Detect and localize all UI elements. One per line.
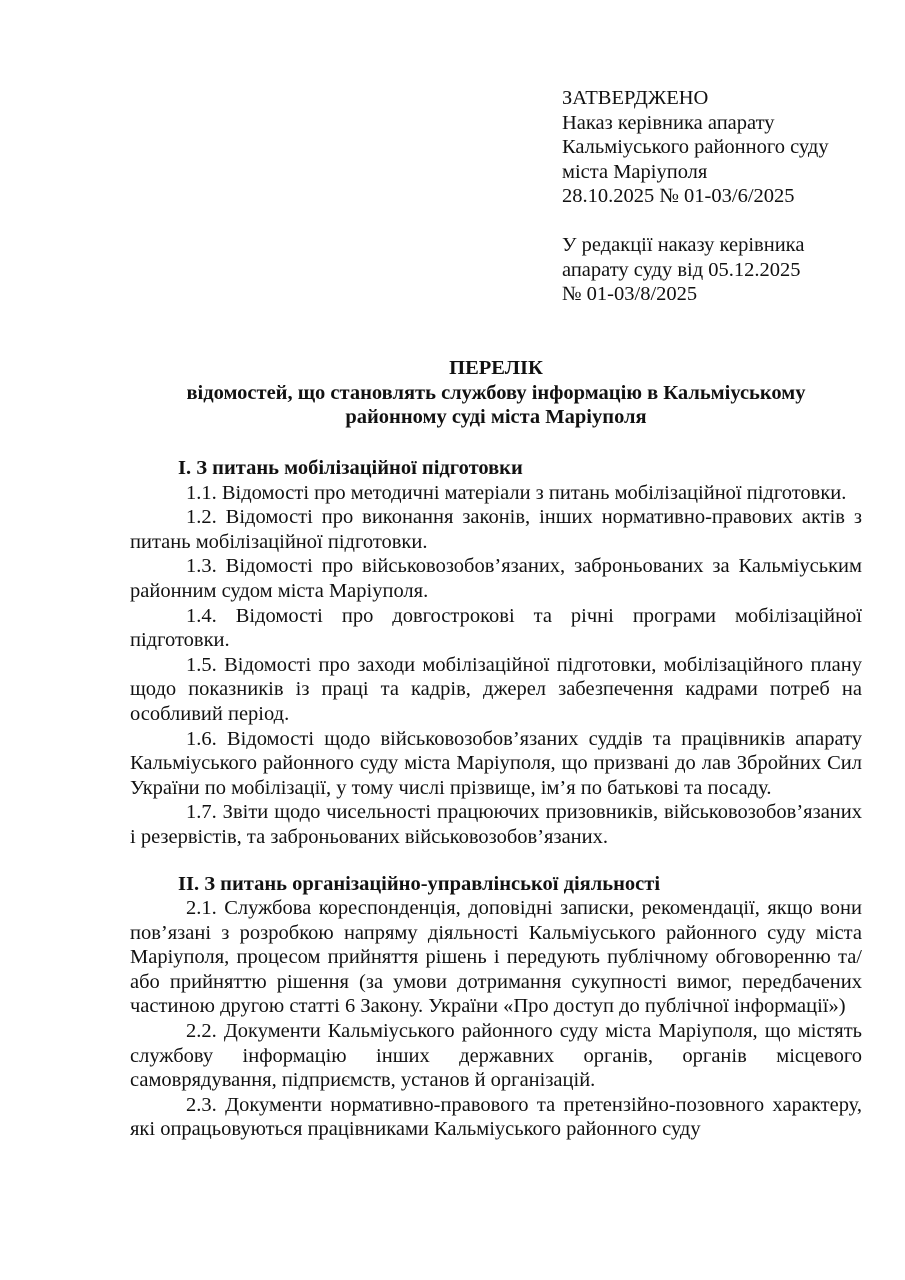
spacer xyxy=(562,209,882,234)
document-title xyxy=(130,356,862,430)
approval-line: Кальміуського районного суду xyxy=(562,136,829,158)
approval-line: Наказ керівника апарату xyxy=(562,111,775,134)
list-item: 2.3. Документи нормативно-правового та претензійно-позовного характеру, які опрацьовуються працівниками Кальміуського районного суду xyxy=(130,1093,862,1141)
list-item: 2.1. Службова кореспонденція, доповідні записки, рекомендації, якщо вони пов’язані з розробкою напряму діяльності Кальміуського районного суду міста Маріуполя, процесом прийняття рішень і передують публічному обговоренню та/або прийняттю рішення (за умови дотримання сукупності вимог, передбачених частиною другою статті 6 Закону. України «Про доступ до публічної інформації») xyxy=(130,897,862,1018)
revision-order-number: № 01-03/8/2025 xyxy=(562,283,698,305)
list-item: 1.4. Відомості про довгострокові та річні програми мобілізаційної підготовки. xyxy=(130,604,862,652)
list-item: 1.5. Відомості про заходи мобілізаційної підготовки, мобілізаційного плану щодо показників із праці та кадрів, джерел забезпечення кадрами потреб на особливий період. xyxy=(130,653,862,725)
title-subtitle: районному суді міста Маріуполя xyxy=(345,406,647,428)
section-heading: ІІ. З питань організаційно-управлінської діяльності xyxy=(178,872,661,895)
list-item: 1.6. Відомості щодо військовозобов’язаних суддів та працівників апарату Кальміуського районного суду міста Маріуполя, що призвані до лав Збройних Сил України по мобілізації, у тому числі прізвище, ім’я по батькові та посаду. xyxy=(130,727,862,799)
list-item: 1.2. Відомості про виконання законів, інших нормативно-правових актів з питань мобілізаційної підготовки. xyxy=(130,506,862,553)
revision-line: апарату суду від 05.12.2025 xyxy=(562,258,801,281)
document-body xyxy=(130,456,862,1164)
list-item: 1.7. Звіти щодо чисельності працюючих призовників, військовозобов’язаних і резервістів, та заброньованих військовозобов’язаних. xyxy=(130,801,862,848)
approval-order-number: 28.10.2025 № 01-03/6/2025 xyxy=(562,185,795,207)
approval-line: міста Маріуполя xyxy=(562,160,708,183)
list-item: 1.1. Відомості про методичні матеріали з питань мобілізаційної підготовки. xyxy=(186,481,847,504)
list-item: 2.2. Документи Кальміуського районного суду міста Маріуполя, що містять службову інформацію інших державних органів, органів місцевого самоврядування, підприємств, установ й організацій. xyxy=(130,1020,862,1092)
approval-line: ЗАТВЕРДЖЕНО xyxy=(562,87,709,109)
title-subtitle: відомостей, що становлять службову інформацію в Кальміуському xyxy=(186,381,806,404)
list-item: 1.3. Відомості про військовозобов’язаних, заброньованих за Кальміуським районним судом міста Маріуполя. xyxy=(130,555,862,602)
section-heading: І. З питань мобілізаційної підготовки xyxy=(178,457,523,479)
title-heading: ПЕРЕЛІК xyxy=(449,357,543,379)
revision-line: У редакції наказу керівника xyxy=(562,234,805,256)
section-mobilization xyxy=(130,456,862,850)
approval-stamp xyxy=(562,86,882,307)
section-organizational xyxy=(130,872,862,1143)
